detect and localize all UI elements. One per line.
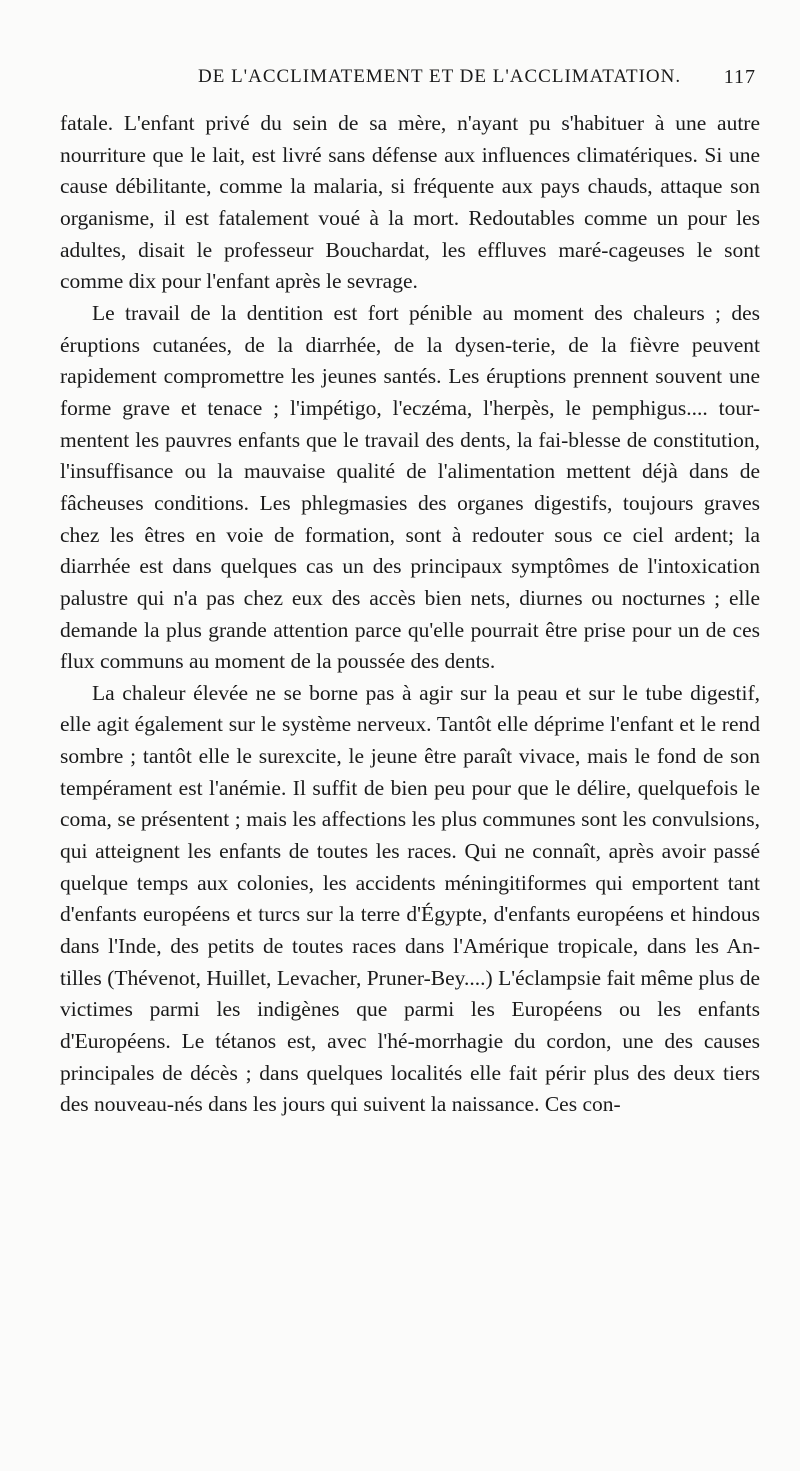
paragraph-continuation: fatale. L'enfant privé du sein de sa mère, n'ayant pu s'habituer à une autre nourriture que le lait, est livré sans défense aux influences climatériques. Si une cause débilitante, comme la malaria, si fréquente aux pays chauds, attaque son organisme, il est fatalement voué à la mort. Redoutables comme un pour les adultes, disait le professeur Bouchardat, les effluves maré-cageuses le sont comme dix pour l'enfant après le sevrage. bbox=[60, 111, 760, 294]
page-number: 117 bbox=[723, 66, 756, 88]
page-header bbox=[60, 60, 756, 100]
body-text bbox=[60, 108, 760, 1121]
paragraph-chaleur: La chaleur élevée ne se borne pas à agir sur la peau et sur le tube digestif, elle agit également sur le système nerveux. Tantôt elle déprime l'enfant et le rend sombre ; tantôt elle le surexcite, le jeune être paraît vivace, mais le fond de son tempérament est l'anémie. Il suffit de bien peu pour que le délire, quelquefois le coma, se présentent ; mais les affections les plus communes sont les convulsions, qui atteignent les enfants de toutes les races. Qui ne connaît, après avoir passé quelque temps aux colonies, les accidents méningitiformes qui emportent tant d'enfants européens et turcs sur la terre d'Égypte, d'enfants européens et hindous dans l'Inde, des petits de toutes races dans l'Amérique tropicale, dans les An-tilles (Thévenot, Huillet, Levacher, Pruner-Bey....) L'éclampsie fait même plus de victimes parmi les indigènes que parmi les Européens ou les enfants d'Européens. Le tétanos est, avec l'hé-morrhagie du cordon, une des causes principales de décès ; dans quelques localités elle fait périr plus des deux tiers des nouveau-nés dans les jours qui suivent la naissance. Ces con- bbox=[60, 680, 760, 1117]
running-title: DE L'ACCLIMATEMENT ET DE L'ACCLIMATATION. bbox=[198, 66, 682, 87]
paragraph-dentition: Le travail de la dentition est fort pénible au moment des chaleurs ; des éruptions cutanées, de la diarrhée, de la dysen-terie, de la fièvre peuvent rapidement compromettre les jeunes santés. Les éruptions prennent souvent une forme grave et tenace ; l'impétigo, l'eczéma, l'herpès, le pemphigus.... tour-mentent les pauvres enfants que le travail des dents, la fai-blesse de constitution, l'insuffisance ou la mauvaise qualité de l'alimentation mettent déjà dans de fâcheuses conditions. Les phlegmasies des organes digestifs, toujours graves chez les êtres en voie de formation, sont à redouter sous ce ciel ardent; la diarrhée est dans quelques cas un des principaux symptômes de l'intoxication palustre qui n'a pas chez eux des accès bien nets, diurnes ou nocturnes ; elle demande la plus grande attention parce qu'elle pourrait être prise pour un de ces flux communs au moment de la poussée des dents. bbox=[60, 300, 760, 674]
